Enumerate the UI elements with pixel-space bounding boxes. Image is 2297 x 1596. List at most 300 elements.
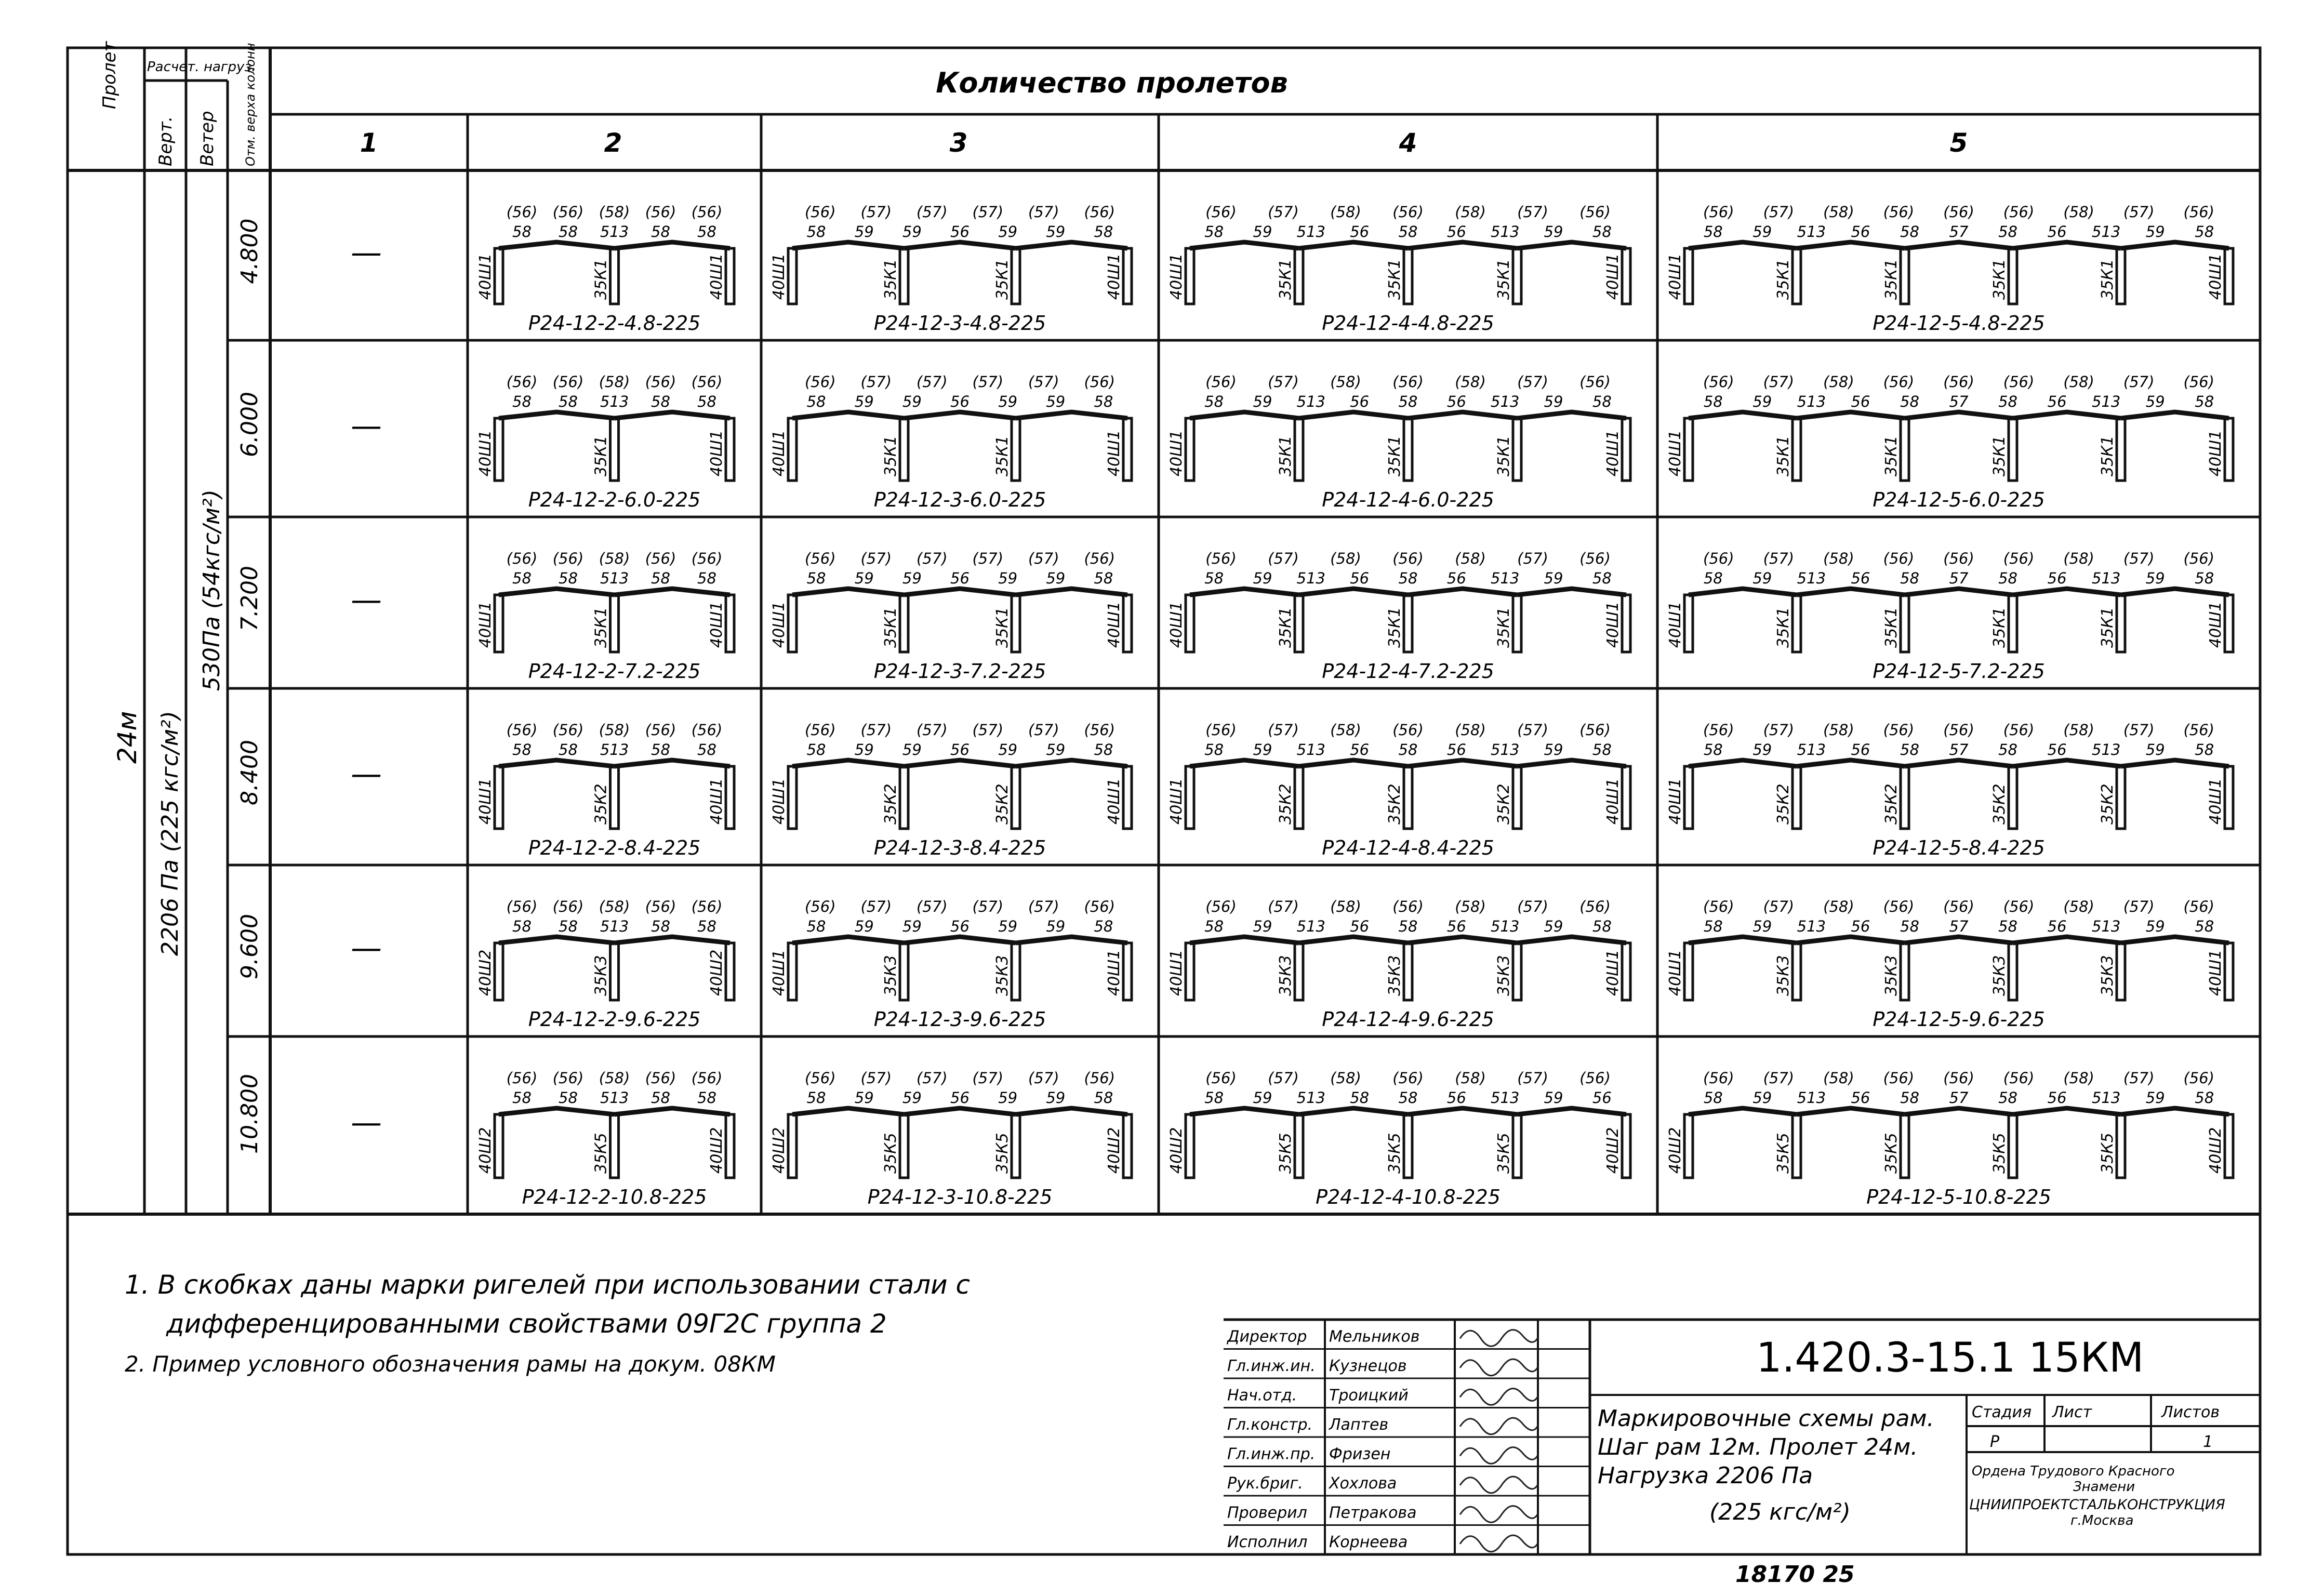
column bbox=[1295, 595, 1303, 652]
column-mark: 35К3 bbox=[882, 955, 900, 996]
frame-code: Р24-12-5-9.6-225 bbox=[1873, 1008, 2045, 1031]
beam-segment bbox=[615, 760, 731, 766]
beam-segment bbox=[1299, 937, 1408, 943]
beam-mark: 58 bbox=[1398, 1089, 1418, 1107]
column bbox=[495, 943, 503, 1000]
beam-segment bbox=[1797, 589, 1905, 595]
beam-segment bbox=[792, 412, 904, 418]
beam-mark-alt: (56) bbox=[645, 721, 676, 739]
beam-mark-alt: (56) bbox=[2003, 721, 2035, 739]
frame-code: Р24-12-5-7.2-225 bbox=[1873, 660, 2045, 683]
beam-mark-alt: (58) bbox=[1330, 1069, 1361, 1087]
beam-mark: 57 bbox=[1949, 393, 1969, 410]
column bbox=[610, 943, 619, 1000]
column-mark: 40Ш1 bbox=[1105, 601, 1123, 648]
column bbox=[1901, 943, 1909, 1000]
beam-mark: 58 bbox=[1398, 569, 1418, 587]
beam-mark: 59 bbox=[1046, 393, 1066, 410]
beam-mark: 56 bbox=[950, 393, 970, 410]
column-mark: 35К3 bbox=[1990, 955, 2009, 996]
beam-mark-alt: (58) bbox=[599, 550, 630, 567]
column-mark: 35К1 bbox=[1990, 435, 2009, 476]
beam-segment bbox=[1016, 412, 1127, 418]
beam-segment bbox=[1190, 1108, 1299, 1114]
beam-mark: 56 bbox=[1446, 569, 1466, 587]
beam-mark: 56 bbox=[1446, 917, 1466, 935]
frame-scheme bbox=[476, 550, 734, 683]
column-mark: 35К3 bbox=[1386, 955, 1404, 996]
beam-mark-alt: (56) bbox=[2183, 721, 2214, 739]
beam-mark: 58 bbox=[1094, 393, 1113, 410]
column-mark: 35К1 bbox=[1882, 435, 1901, 476]
beam-segment bbox=[499, 412, 615, 418]
beam-segment bbox=[1190, 937, 1299, 943]
column bbox=[2117, 943, 2125, 1000]
beam-segment bbox=[1905, 937, 2013, 943]
column bbox=[2009, 418, 2017, 481]
beam-mark: 513 bbox=[1797, 223, 1826, 241]
column-mark: 40Ш1 bbox=[1666, 778, 1684, 824]
beam-segment bbox=[1408, 589, 1517, 595]
column bbox=[900, 595, 908, 652]
column-mark: 35К1 bbox=[993, 435, 1012, 476]
beam-mark: 58 bbox=[1094, 1089, 1113, 1107]
beam-mark: 59 bbox=[1752, 393, 1772, 410]
column bbox=[788, 1114, 796, 1178]
one-span-dash: — bbox=[351, 930, 382, 966]
frame-scheme bbox=[1666, 203, 2233, 335]
beam-segment bbox=[904, 937, 1016, 943]
beam-mark: 58 bbox=[2195, 917, 2214, 935]
beam-mark-alt: (58) bbox=[599, 203, 630, 221]
beam-mark: 58 bbox=[1900, 393, 1919, 410]
count-4: 4 bbox=[1399, 128, 1417, 158]
column bbox=[1513, 418, 1521, 481]
column-mark: 40Ш1 bbox=[476, 430, 495, 476]
beam-mark: 59 bbox=[998, 1089, 1018, 1107]
beam-mark-alt: (57) bbox=[1268, 373, 1299, 391]
column bbox=[1123, 943, 1132, 1000]
column-mark: 35К5 bbox=[1774, 1133, 1793, 1174]
column-top-height: 7.200 bbox=[236, 566, 263, 631]
beam-mark-alt: (58) bbox=[2063, 203, 2094, 221]
column bbox=[1012, 943, 1020, 1000]
beam-mark-alt: (56) bbox=[2183, 373, 2214, 391]
column bbox=[1793, 766, 1801, 829]
beam-segment bbox=[792, 242, 904, 248]
beam-mark-alt: (56) bbox=[1579, 373, 1611, 391]
column-top-header: Отм. верха колонн bbox=[243, 43, 258, 166]
column bbox=[1012, 248, 1020, 304]
column-mark: 35К1 bbox=[993, 607, 1012, 648]
beam-mark-alt: (56) bbox=[2003, 1069, 2035, 1087]
beam-mark-alt: (56) bbox=[1883, 203, 1915, 221]
beam-mark-alt: (56) bbox=[804, 721, 836, 739]
beam-mark: 59 bbox=[2145, 917, 2165, 935]
frame-code: Р24-12-4-8.4-225 bbox=[1322, 836, 1494, 859]
beam-mark: 513 bbox=[600, 1089, 629, 1107]
column-mark: 35К1 bbox=[1882, 607, 1901, 648]
beam-mark-alt: (56) bbox=[552, 721, 584, 739]
beam-mark: 58 bbox=[651, 393, 670, 410]
beam-mark: 56 bbox=[1446, 223, 1466, 241]
column bbox=[1295, 418, 1303, 481]
frame-scheme bbox=[1666, 898, 2233, 1031]
doc-description-1: Маркировочные схемы рам. bbox=[1598, 1405, 1934, 1432]
column-mark: 35К1 bbox=[1277, 259, 1295, 300]
frame-code: Р24-12-3-6.0-225 bbox=[873, 488, 1046, 511]
span-value: 24м bbox=[112, 711, 142, 764]
beam-mark: 513 bbox=[1296, 1089, 1326, 1107]
column bbox=[610, 766, 619, 829]
beam-mark: 56 bbox=[1851, 917, 1870, 935]
beam-mark-alt: (58) bbox=[1823, 550, 1854, 567]
vertical-load-value: 2206 Па (225 кгс/м²) bbox=[157, 711, 183, 956]
beam-segment bbox=[904, 242, 1016, 248]
beam-mark: 56 bbox=[2047, 741, 2067, 759]
beam-mark-alt: (56) bbox=[1703, 203, 1734, 221]
beam-mark: 58 bbox=[1703, 569, 1723, 587]
column bbox=[1793, 418, 1801, 481]
beam-mark: 58 bbox=[559, 741, 578, 759]
frame-scheme bbox=[1666, 550, 2233, 683]
beam-mark: 59 bbox=[854, 741, 874, 759]
one-span-dash: — bbox=[351, 408, 382, 444]
frame-scheme bbox=[1167, 373, 1630, 511]
footer-code: 18170 25 bbox=[1735, 1561, 1855, 1588]
beam-segment bbox=[1190, 589, 1299, 595]
beam-mark-alt: (56) bbox=[1943, 203, 1974, 221]
beam-segment bbox=[1905, 412, 2013, 418]
beam-mark: 58 bbox=[1998, 569, 2017, 587]
beam-mark-alt: (56) bbox=[1943, 550, 1974, 567]
beam-mark-alt: (58) bbox=[1823, 721, 1854, 739]
beam-segment bbox=[1517, 1108, 1626, 1114]
beam-mark-alt: (58) bbox=[599, 373, 630, 391]
beam-mark: 513 bbox=[2091, 223, 2121, 241]
beam-mark: 56 bbox=[1350, 741, 1370, 759]
beam-mark: 56 bbox=[1851, 223, 1870, 241]
column-mark: 40Ш1 bbox=[1167, 601, 1186, 648]
beam-mark-alt: (58) bbox=[1330, 373, 1361, 391]
beam-mark: 58 bbox=[1900, 1089, 1919, 1107]
beam-segment bbox=[2121, 937, 2229, 943]
beam-mark: 58 bbox=[806, 1089, 826, 1107]
beam-mark: 59 bbox=[854, 1089, 874, 1107]
beam-mark-alt: (56) bbox=[1392, 373, 1424, 391]
beam-mark-alt: (56) bbox=[552, 373, 584, 391]
column-mark: 40Ш1 bbox=[708, 778, 726, 824]
beam-mark: 59 bbox=[1253, 1089, 1272, 1107]
column-mark: 40Ш1 bbox=[2207, 778, 2225, 824]
note-1-line-2: дифференцированными свойствами 09Г2С группа 2 bbox=[166, 1309, 887, 1339]
beam-mark: 58 bbox=[559, 1089, 578, 1107]
column-mark: 35К3 bbox=[993, 955, 1012, 996]
beam-segment bbox=[904, 589, 1016, 595]
column bbox=[1684, 1114, 1693, 1178]
beam-segment bbox=[499, 242, 615, 248]
title-block-name: Троицкий bbox=[1329, 1386, 1409, 1405]
beam-mark-alt: (57) bbox=[1268, 550, 1299, 567]
beam-mark-alt: (58) bbox=[1455, 898, 1486, 915]
beam-mark: 58 bbox=[1703, 393, 1723, 410]
column-mark: 40Ш1 bbox=[1604, 778, 1622, 824]
beam-mark-alt: (57) bbox=[1517, 203, 1548, 221]
beam-mark-alt: (56) bbox=[1392, 721, 1424, 739]
beam-mark-alt: (57) bbox=[1268, 721, 1299, 739]
load-header: Расчет. нагруз. bbox=[147, 59, 256, 75]
beam-mark: 59 bbox=[2145, 1089, 2165, 1107]
column bbox=[2225, 418, 2233, 481]
beam-segment bbox=[615, 589, 731, 595]
beam-mark: 513 bbox=[1797, 569, 1826, 587]
beam-mark-alt: (58) bbox=[1823, 203, 1854, 221]
frame-scheme bbox=[476, 1069, 734, 1208]
beam-mark-alt: (56) bbox=[1392, 550, 1424, 567]
sheets-label: Листов bbox=[2161, 1403, 2220, 1421]
beam-mark: 59 bbox=[2145, 741, 2165, 759]
column-mark: 40Ш1 bbox=[2207, 949, 2225, 996]
beam-mark: 58 bbox=[1094, 741, 1113, 759]
beam-mark: 59 bbox=[902, 393, 922, 410]
beam-mark: 58 bbox=[651, 569, 670, 587]
title-block-name: Фризен bbox=[1329, 1445, 1391, 1464]
column bbox=[1295, 766, 1303, 829]
column bbox=[610, 595, 619, 652]
beam-mark: 57 bbox=[1949, 1089, 1969, 1107]
beam-mark: 58 bbox=[1094, 223, 1113, 241]
column bbox=[1295, 248, 1303, 304]
beam-mark-alt: (56) bbox=[1883, 373, 1915, 391]
beam-mark: 56 bbox=[950, 569, 970, 587]
frame-scheme bbox=[770, 898, 1132, 1031]
beam-mark: 58 bbox=[1703, 223, 1723, 241]
beam-segment bbox=[1408, 760, 1517, 766]
beam-mark: 56 bbox=[1350, 569, 1370, 587]
beam-mark: 59 bbox=[854, 393, 874, 410]
beam-mark-alt: (56) bbox=[1943, 721, 1974, 739]
beam-mark-alt: (57) bbox=[860, 721, 892, 739]
beam-mark-alt: (56) bbox=[2003, 898, 2035, 915]
frame-code: Р24-12-4-4.8-225 bbox=[1322, 312, 1494, 335]
beam-mark: 59 bbox=[998, 569, 1018, 587]
beam-segment bbox=[792, 589, 904, 595]
frame-scheme bbox=[1167, 1069, 1630, 1208]
beam-mark-alt: (57) bbox=[1028, 550, 1059, 567]
spans-count-title: Количество пролетов bbox=[936, 66, 1288, 99]
column bbox=[726, 1114, 734, 1178]
column bbox=[2225, 1114, 2233, 1178]
beam-mark: 513 bbox=[1296, 741, 1326, 759]
column-mark: 35К2 bbox=[1277, 783, 1295, 824]
beam-mark-alt: (56) bbox=[1703, 550, 1734, 567]
beam-mark: 58 bbox=[806, 223, 826, 241]
beam-segment bbox=[499, 937, 615, 943]
column bbox=[1123, 595, 1132, 652]
column bbox=[1622, 766, 1630, 829]
column-mark: 40Ш1 bbox=[1604, 253, 1622, 300]
beam-mark: 59 bbox=[854, 569, 874, 587]
beam-segment bbox=[1797, 242, 1905, 248]
beam-mark-alt: (57) bbox=[860, 1069, 892, 1087]
column-mark: 40Ш1 bbox=[1105, 253, 1123, 300]
beam-segment bbox=[792, 1108, 904, 1114]
column bbox=[495, 595, 503, 652]
beam-mark-alt: (57) bbox=[916, 898, 948, 915]
column bbox=[1901, 766, 1909, 829]
title-block-role: Директор bbox=[1227, 1327, 1307, 1346]
beam-mark-alt: (58) bbox=[2063, 898, 2094, 915]
beam-mark: 513 bbox=[600, 393, 629, 410]
count-5: 5 bbox=[1949, 128, 1968, 158]
beam-segment bbox=[904, 1108, 1016, 1114]
column bbox=[2009, 595, 2017, 652]
beam-mark-alt: (58) bbox=[2063, 1069, 2094, 1087]
beam-segment bbox=[1905, 760, 2013, 766]
title-block-name: Лаптев bbox=[1329, 1416, 1389, 1434]
column bbox=[495, 248, 503, 304]
beam-mark: 513 bbox=[1797, 393, 1826, 410]
beam-mark-alt: (56) bbox=[804, 373, 836, 391]
beam-mark-alt: (56) bbox=[1205, 721, 1237, 739]
beam-mark: 513 bbox=[1797, 741, 1826, 759]
column-mark: 40Ш1 bbox=[770, 430, 788, 476]
beam-mark: 513 bbox=[1490, 223, 1520, 241]
beam-mark: 58 bbox=[1204, 1089, 1224, 1107]
beam-segment bbox=[1408, 937, 1517, 943]
beam-mark: 58 bbox=[697, 917, 716, 935]
beam-mark-alt: (56) bbox=[552, 550, 584, 567]
beam-mark: 58 bbox=[559, 569, 578, 587]
column-mark: 35К2 bbox=[1990, 783, 2009, 824]
beam-mark: 513 bbox=[600, 917, 629, 935]
beam-mark-alt: (56) bbox=[2183, 1069, 2214, 1087]
beam-mark-alt: (56) bbox=[2183, 550, 2214, 567]
column-mark: 35К1 bbox=[1774, 607, 1793, 648]
beam-mark-alt: (56) bbox=[645, 898, 676, 915]
beam-mark: 58 bbox=[512, 223, 532, 241]
column-mark: 40Ш1 bbox=[1105, 430, 1123, 476]
column-mark: 35К1 bbox=[993, 259, 1012, 300]
signature-icon bbox=[1460, 1535, 1538, 1552]
column bbox=[1012, 595, 1020, 652]
beam-mark: 58 bbox=[2195, 1089, 2214, 1107]
column-mark: 35К1 bbox=[1882, 259, 1901, 300]
column bbox=[1404, 766, 1412, 829]
beam-segment bbox=[2013, 1108, 2121, 1114]
beam-mark-alt: (56) bbox=[1883, 898, 1915, 915]
beam-mark: 58 bbox=[1900, 741, 1919, 759]
column-mark: 40Ш1 bbox=[476, 601, 495, 648]
beam-mark: 58 bbox=[1592, 569, 1612, 587]
signature-icon bbox=[1460, 1330, 1538, 1347]
beam-mark: 56 bbox=[1851, 569, 1870, 587]
beam-segment bbox=[1517, 937, 1626, 943]
column-mark: 35К1 bbox=[592, 259, 610, 300]
frame-code: Р24-12-2-8.4-225 bbox=[528, 836, 701, 859]
beam-mark-alt: (57) bbox=[916, 203, 948, 221]
column-mark: 40Ш1 bbox=[2207, 601, 2225, 648]
beam-mark-alt: (58) bbox=[2063, 550, 2094, 567]
beam-mark: 59 bbox=[998, 917, 1018, 935]
beam-mark: 58 bbox=[697, 223, 716, 241]
beam-mark-alt: (57) bbox=[1268, 203, 1299, 221]
beam-mark-alt: (56) bbox=[1703, 1069, 1734, 1087]
beam-mark-alt: (57) bbox=[2123, 721, 2155, 739]
title-block-name: Хохлова bbox=[1329, 1474, 1397, 1493]
beam-mark: 58 bbox=[1900, 917, 1919, 935]
beam-mark-alt: (56) bbox=[1883, 550, 1915, 567]
beam-mark-alt: (57) bbox=[916, 550, 948, 567]
beam-mark: 58 bbox=[512, 393, 532, 410]
beam-mark-alt: (58) bbox=[599, 721, 630, 739]
beam-mark-alt: (56) bbox=[804, 898, 836, 915]
frame-code: Р24-12-5-10.8-225 bbox=[1866, 1186, 2051, 1208]
beam-mark: 59 bbox=[1544, 569, 1563, 587]
frame-code: Р24-12-2-9.6-225 bbox=[528, 1008, 701, 1031]
beam-segment bbox=[1517, 589, 1626, 595]
column bbox=[900, 766, 908, 829]
column-mark: 35К1 bbox=[882, 607, 900, 648]
frame-code: Р24-12-3-10.8-225 bbox=[867, 1186, 1053, 1208]
beam-segment bbox=[1689, 589, 1797, 595]
beam-mark: 58 bbox=[1703, 741, 1723, 759]
beam-mark: 59 bbox=[1253, 741, 1272, 759]
frame-code: Р24-12-3-8.4-225 bbox=[873, 836, 1046, 859]
beam-mark: 59 bbox=[1544, 1089, 1563, 1107]
beam-mark-alt: (57) bbox=[860, 550, 892, 567]
beam-mark: 59 bbox=[1544, 223, 1563, 241]
column bbox=[1622, 943, 1630, 1000]
beam-segment bbox=[1408, 1108, 1517, 1114]
title-block-name: Кузнецов bbox=[1329, 1357, 1407, 1375]
title-block-role: Рук.бриг. bbox=[1227, 1474, 1303, 1493]
column-mark: 40Ш1 bbox=[1666, 253, 1684, 300]
beam-mark: 58 bbox=[512, 1089, 532, 1107]
beam-segment bbox=[1016, 589, 1127, 595]
frame-scheme bbox=[770, 203, 1132, 335]
column bbox=[1186, 418, 1194, 481]
beam-segment bbox=[2013, 412, 2121, 418]
beam-mark: 56 bbox=[2047, 1089, 2067, 1107]
sheet-label: Лист bbox=[2052, 1403, 2092, 1421]
column-mark: 35К1 bbox=[1774, 259, 1793, 300]
column-mark: 40Ш1 bbox=[1105, 949, 1123, 996]
beam-mark: 513 bbox=[600, 569, 629, 587]
column bbox=[1404, 943, 1412, 1000]
frame-code: Р24-12-2-7.2-225 bbox=[528, 660, 701, 683]
column-mark: 40Ш1 bbox=[1105, 778, 1123, 824]
column-mark: 35К5 bbox=[592, 1133, 610, 1174]
beam-mark: 56 bbox=[1851, 393, 1870, 410]
document-number: 1.420.3-15.1 15КМ bbox=[1756, 1335, 2144, 1381]
beam-mark: 58 bbox=[1094, 917, 1113, 935]
beam-mark-alt: (56) bbox=[804, 550, 836, 567]
column-mark: 35К1 bbox=[1277, 607, 1295, 648]
beam-mark: 59 bbox=[1046, 569, 1066, 587]
column bbox=[495, 418, 503, 481]
column-mark: 35К1 bbox=[882, 259, 900, 300]
column-mark: 40Ш1 bbox=[2207, 253, 2225, 300]
beam-mark: 513 bbox=[1490, 917, 1520, 935]
frame-scheme bbox=[1167, 550, 1630, 683]
column-mark: 40Ш1 bbox=[1167, 778, 1186, 824]
beam-mark: 56 bbox=[1350, 393, 1370, 410]
beam-segment bbox=[2121, 1108, 2229, 1114]
column-mark: 40Ш1 bbox=[708, 253, 726, 300]
beam-mark-alt: (57) bbox=[1517, 1069, 1548, 1087]
beam-mark-alt: (56) bbox=[1943, 898, 1974, 915]
